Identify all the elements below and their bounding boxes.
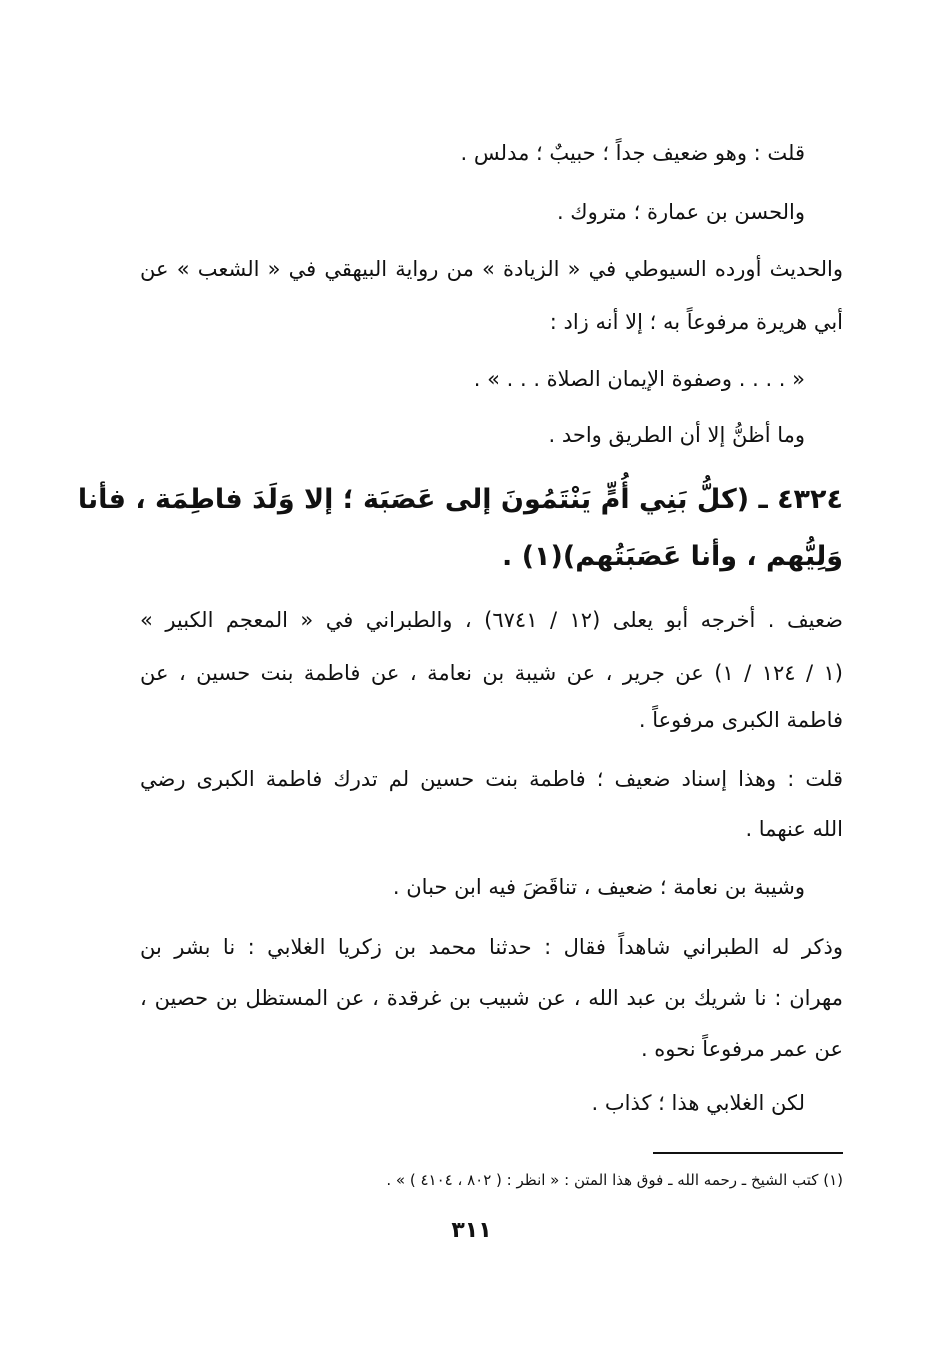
text-line: قلت : وهو ضعيف جداً ؛ حبيبٌ ؛ مدلس . xyxy=(460,141,805,165)
quote-line: « . . . . وصفوة الإيمان الصلاة . . . » . xyxy=(473,367,805,391)
text-line: ضعيف . أخرجه أبو يعلى (١٢ / ٦٧٤١) ، والطبراني في « المعجم الكبير » xyxy=(140,608,843,632)
hadith-text: ٤٣٢٤ ـ (كلُّ بَنِي أُمٍّ يَنْتَمُونَ إلى عَصَبَة ؛ إلا وَلَدَ فاطِمَة ، فأنا xyxy=(77,484,843,515)
text-line: الله عنهما . xyxy=(745,817,843,841)
text-line: وذكر له الطبراني شاهداً فقال : حدثنا محمد بن زكريا الغلابي : نا بشر بن xyxy=(140,935,843,959)
text-line: وما أظنُّ إلا أن الطريق واحد . xyxy=(548,423,805,447)
text-line: وشيبة بن نعامة ؛ ضعيف ، تناقَضَ فيه ابن حبان . xyxy=(392,875,805,899)
footnote-divider xyxy=(653,1152,843,1154)
footnote: (١) كتب الشيخ ـ رحمه الله ـ فوق هذا المتن : « انظر : ( ٨٠٢ ، ٤١٠٤ ) » . xyxy=(386,1171,843,1189)
text-line: (١ / ١٢٤ / ١) عن جرير ، عن شيبة بن نعامة ، عن فاطمة بنت حسين ، عن xyxy=(140,661,843,685)
hadith-text: وَلِيُّهم ، وأنا عَصَبَتُهم)(١) . xyxy=(502,541,843,572)
text-line: فاطمة الكبرى مرفوعاً . xyxy=(638,708,843,732)
text-line: أبي هريرة مرفوعاً به ؛ إلا أنه زاد : xyxy=(549,310,843,334)
page-number: ٣١١ xyxy=(451,1218,492,1243)
text-line: لكن الغلابي هذا ؛ كذاب . xyxy=(591,1091,805,1115)
text-line: مهران : نا شريك بن عبد الله ، عن شبيب بن غرقدة ، عن المستظل بن حصين ، xyxy=(140,986,843,1010)
text-line: والحسن بن عمارة ؛ متروك . xyxy=(556,200,805,224)
text-line: عن عمر مرفوعاً نحوه . xyxy=(640,1037,843,1061)
text-line: والحديث أورده السيوطي في « الزيادة » من رواية البيهقي في « الشعب » عن xyxy=(140,257,843,281)
text-line: قلت : وهذا إسناد ضعيف ؛ فاطمة بنت حسين لم تدرك فاطمة الكبرى رضي xyxy=(140,767,843,791)
